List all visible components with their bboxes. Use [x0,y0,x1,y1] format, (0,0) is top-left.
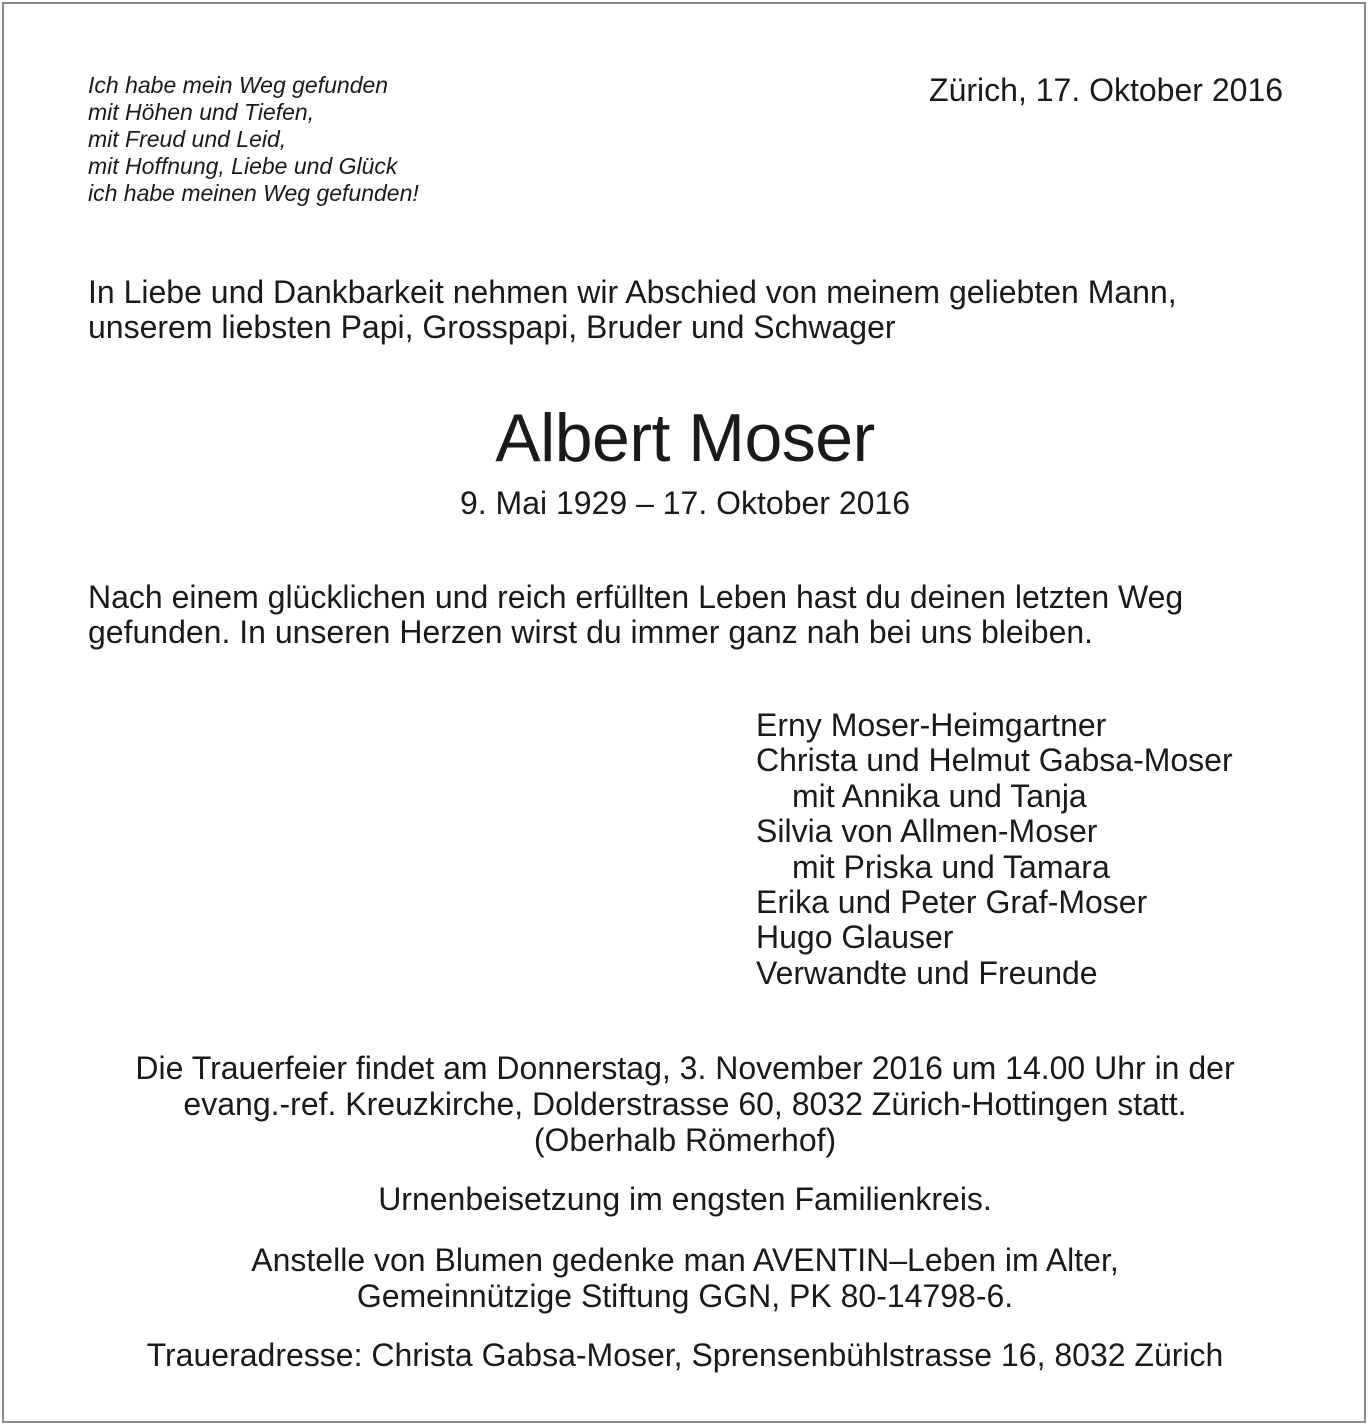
intro-text [88,275,1177,345]
funeral-service-info [0,1050,1370,1158]
donation-line: Anstelle von Blumen gedenke man AVENTIN–Leben im Alter, [251,1242,1119,1278]
tribute-line: gefunden. In unseren Herzen wirst du immer ganz nah bei uns bleiben. [88,614,1094,650]
intro-line: unserem liebsten Papi, Grosspapi, Bruder und Schwager [88,309,896,345]
donation-note [0,1242,1370,1314]
tribute-text [88,580,1183,650]
poem-line: ich habe meinen Weg gefunden! [88,180,419,206]
poem-line: mit Hoffnung, Liebe und Glück [88,153,398,179]
deceased-name: Albert Moser [495,400,875,476]
mourner-entry: Erny Moser-Heimgartner [756,707,1107,743]
urn-burial-line: Urnenbeisetzung im engsten Familienkreis. [378,1181,992,1217]
mourner-entry: Erika und Peter Graf-Moser [756,884,1148,921]
mourning-address [0,1337,1370,1373]
service-line: (Oberhalb Römerhof) [533,1122,837,1158]
poem-line: Ich habe mein Weg gefunden [88,72,389,98]
poem-line: mit Freud und Leid, [88,126,287,152]
tribute-line: Nach einem glücklichen und reich erfüllten Leben hast du deinen letzten Weg [88,579,1184,615]
mourner-entry: Hugo Glauser [756,919,954,956]
mourning-address-line: Traueradresse: Christa Gabsa-Moser, Sprensenbühlstrasse 16, 8032 Zürich [146,1337,1224,1373]
poem-line: mit Höhen und Tiefen, [88,99,315,125]
intro-line: In Liebe und Dankbarkeit nehmen wir Abschied von meinem geliebten Mann, [88,274,1177,310]
mourner-entry: mit Priska und Tamara [792,848,1110,885]
mourners-list [756,708,1233,991]
donation-line: Gemeinnützige Stiftung GGN, PK 80-14798-6. [356,1278,1014,1314]
mourner-entry: Christa und Helmut Gabsa-Moser [756,742,1233,779]
mourner-entry: Verwandte und Freunde [756,954,1098,991]
service-line: evang.-ref. Kreuzkirche, Dolderstrasse 60, 8032 Zürich-Hottingen statt. [183,1086,1187,1122]
service-line: Die Trauerfeier findet am Donnerstag, 3. November 2016 um 14.00 Uhr in der [135,1050,1235,1086]
mourner-entry: Silvia von Allmen-Moser [756,813,1098,850]
place-date: Zürich, 17. Oktober 2016 [929,72,1283,108]
mourner-entry: mit Annika und Tanja [792,777,1087,814]
lifespan-dates: 9. Mai 1929 – 17. Oktober 2016 [459,485,911,521]
urn-burial-note [0,1181,1370,1217]
poem [88,72,419,207]
